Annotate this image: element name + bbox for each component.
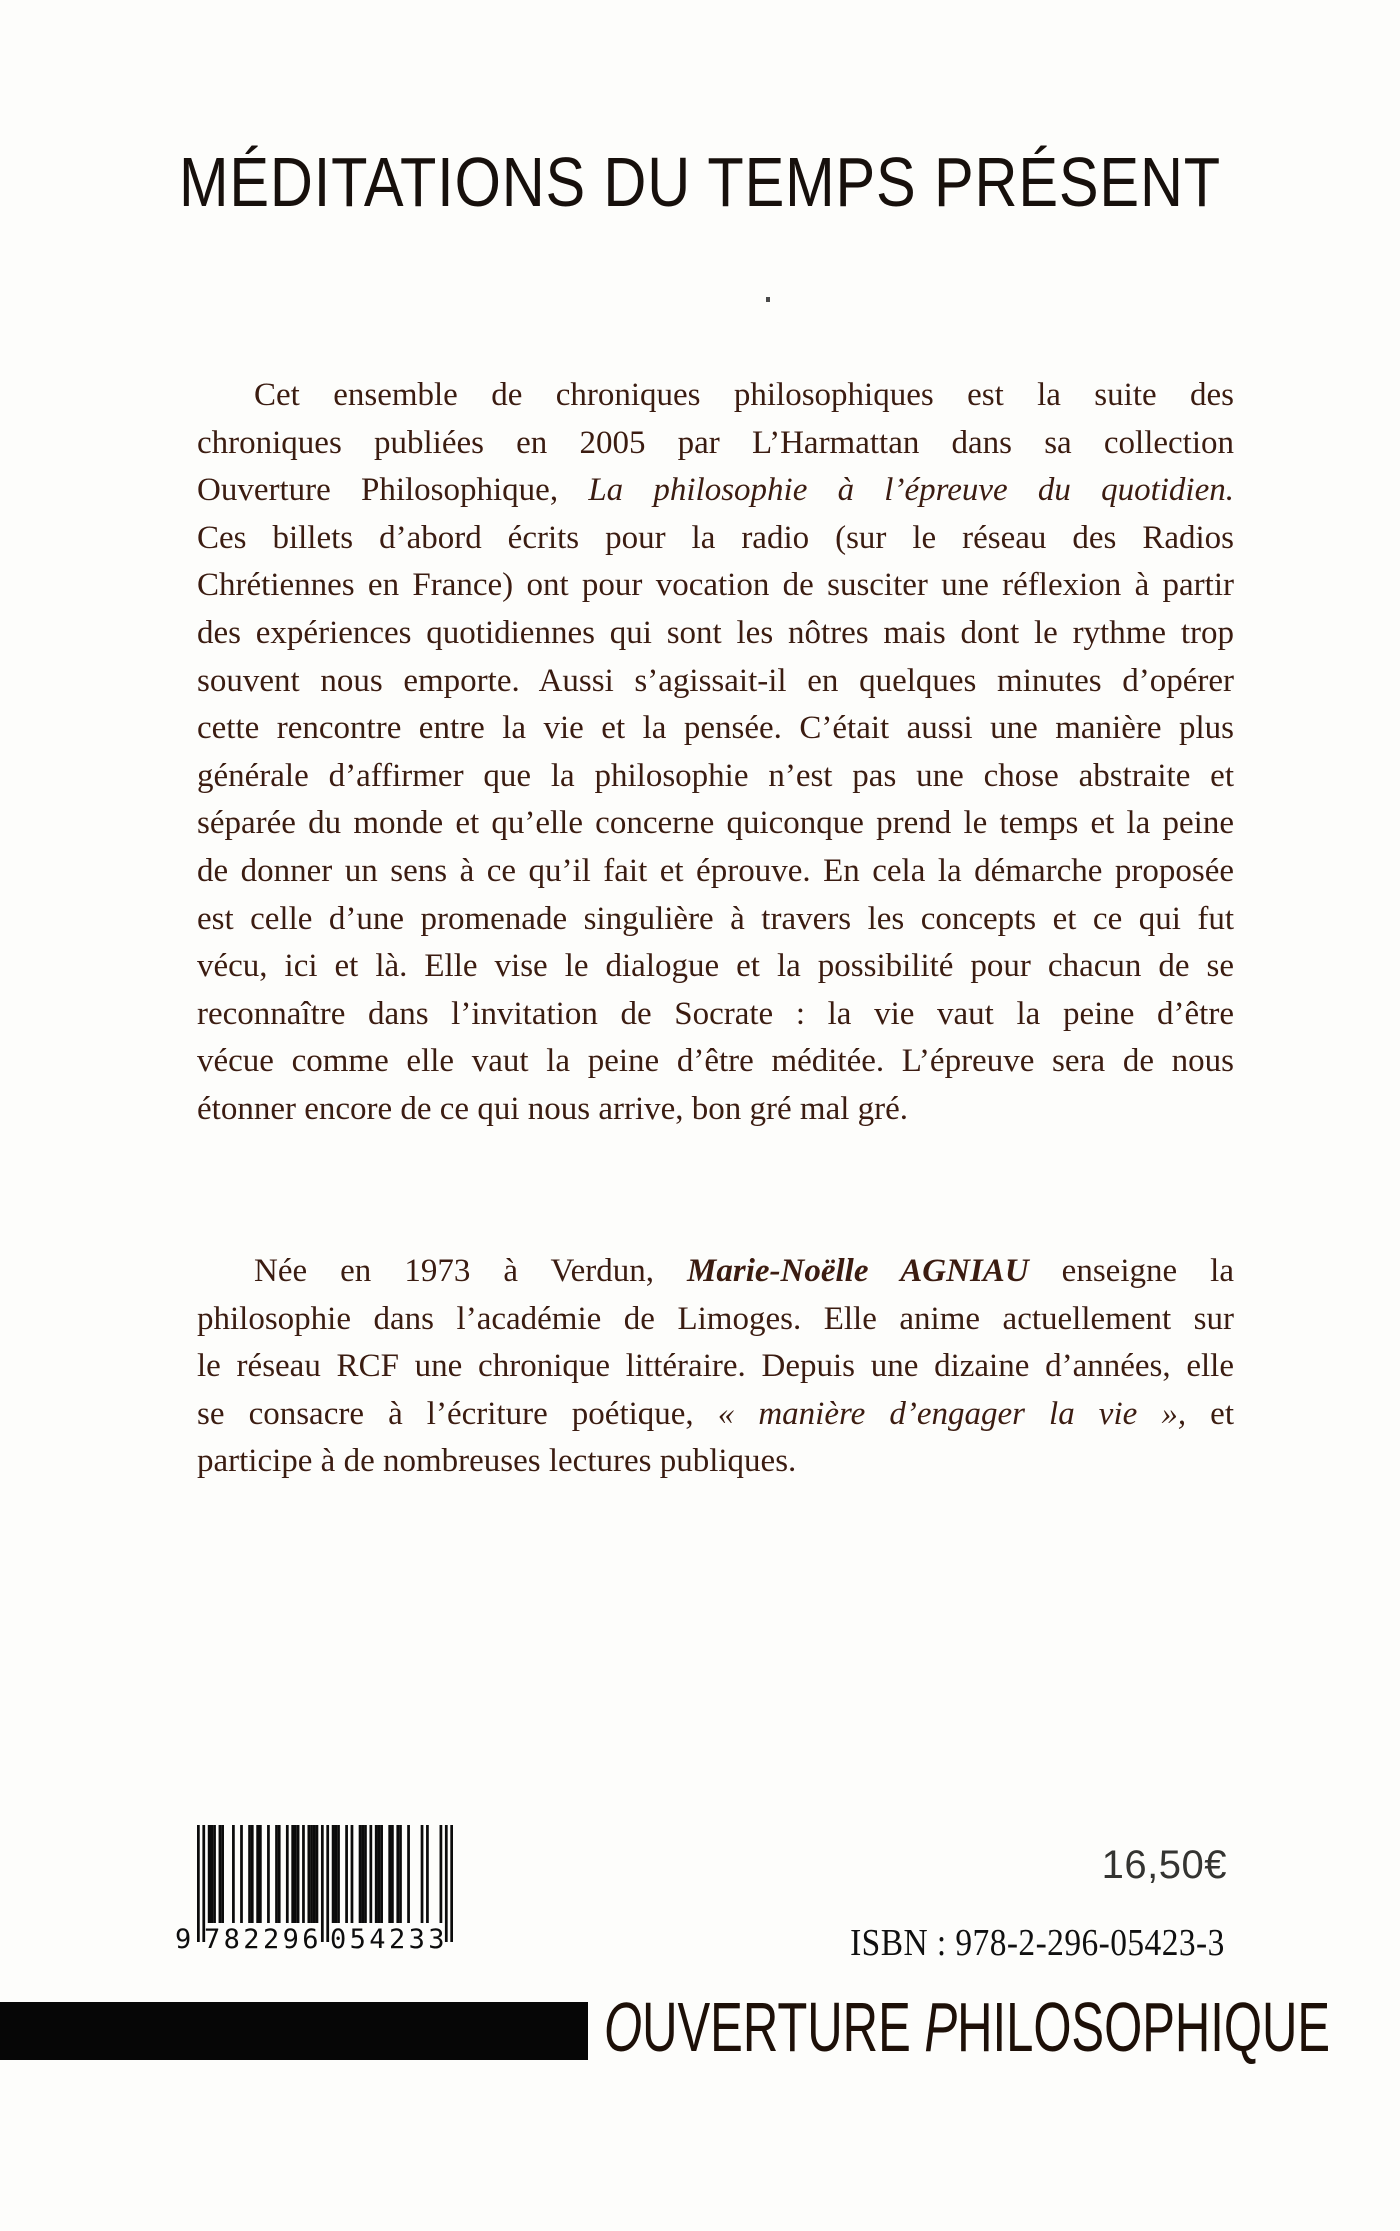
text-line: vécu, ici et là. Elle vise le dialogue et la possibilité pour chacun de se [197,948,1234,985]
text-line: reconnaître dans l’invitation de Socrate : la vie vaut la peine d’être [197,995,1234,1032]
price-label: 16,50€ [1101,1843,1227,1887]
barcode-digits-group2: 054233 [330,1924,448,1955]
text-line: souvent nous emporte. Aussi s’agissait-il en quelques minutes d’opérer [197,662,1234,699]
text-line: OUVERTURE PHILOSOPHIQUE [604,1988,1331,2066]
text-line: chroniques publiées en 2005 par L’Harmattan dans sa collection [197,424,1234,461]
book-title-text: MÉDITATIONS DU TEMPS PRÉSENT [178,143,1222,221]
text-line: le réseau RCF une chronique littéraire. Depuis une dizaine d’années, elle [197,1348,1234,1385]
series-title [604,1988,1331,2066]
text-line: Chrétiennes en France) ont pour vocation de susciter une réflexion à partir [197,567,1234,604]
text-line: cette rencontre entre la vie et la pensée. C’était aussi une manière plus [197,710,1234,747]
text-line: Cet ensemble de chroniques philosophiques est la suite des [254,377,1234,413]
text-line: générale d’affirmer que la philosophie n’est pas une chose abstraite et [197,757,1234,794]
author-bio-paragraph [197,1248,1234,1486]
isbn-label: ISBN : 978-2-296-05423-3 [850,1922,1225,1964]
text-line: vécue comme elle vaut la peine d’être méditée. L’épreuve sera de nous [197,1043,1234,1080]
barcode-digit-lead: 9 [175,1924,192,1955]
text-line: participe à de nombreuses lectures publiques. [197,1443,797,1480]
synopsis-paragraph [197,372,1234,1134]
text-line: séparée du monde et qu’elle concerne quiconque prend le temps et la peine [197,805,1234,842]
series-black-bar [0,2002,588,2060]
barcode-digits-group1: 782296 [204,1924,322,1955]
text-line: Ouverture Philosophique, La philosophie à l’épreuve du quotidien. [197,472,1234,509]
text-line: de donner un sens à ce qu’il fait et éprouve. En cela la démarche proposée [197,852,1234,889]
page-title [0,143,1400,221]
text-line: est celle d’une promenade singulière à travers les concepts et ce qui fut [197,900,1234,937]
text-line: Née en 1973 à Verdun, Marie-Noëlle AGNIAU enseigne la [254,1253,1234,1289]
text-line: Ces billets d’abord écrits pour la radio (sur le réseau des Radios [197,519,1234,556]
text-line: étonner encore de ce qui nous arrive, bon gré mal gré. [197,1090,909,1127]
section-divider-dot [766,297,770,302]
text-line: des expériences quotidiennes qui sont les nôtres mais dont le rythme trop [197,614,1234,651]
text-line: se consacre à l’écriture poétique, « manière d’engager la vie », et [197,1395,1234,1432]
text-line: philosophie dans l’académie de Limoges. Elle anime actuellement sur [197,1300,1234,1337]
